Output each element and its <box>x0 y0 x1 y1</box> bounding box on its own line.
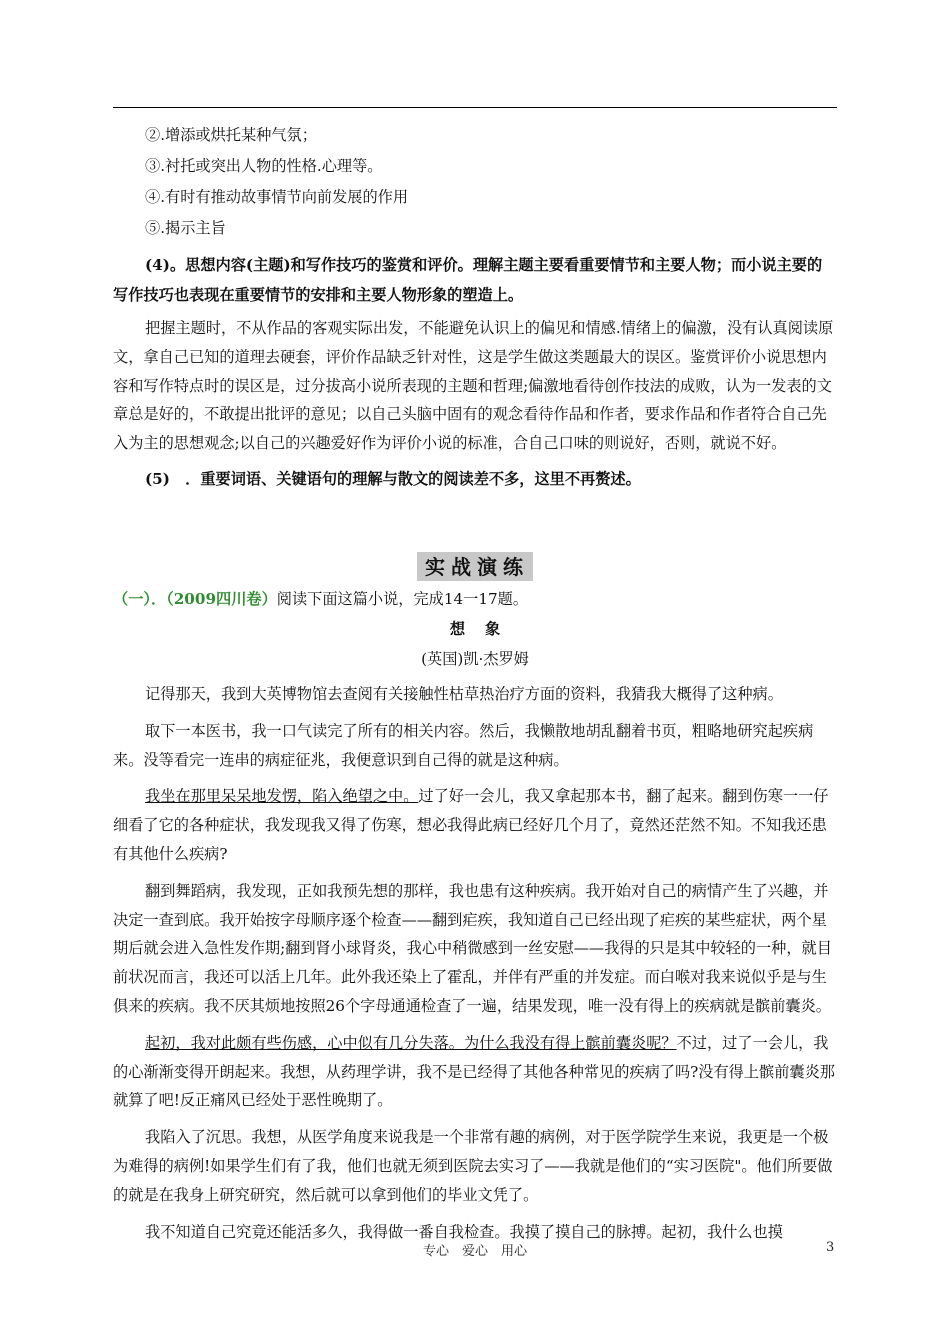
story-paragraph: 记得那天，我到大英博物馆去查阅有关接触性枯草热治疗方面的资料，我猜我大概得了这种病。 <box>145 684 783 703</box>
list-item: ②.增添或烘托某种气氛； <box>145 126 317 144</box>
story-author: (英国)凯·杰罗姆 <box>421 649 529 668</box>
underlined-sentence: 我坐在那里呆呆地发愣，陷入绝望之中。 <box>145 787 419 806</box>
list-item: ④.有时有推动故事情节向前发展的作用 <box>145 188 409 206</box>
point-5-heading: (5) ．重要词语、关键语句的理解与散文的阅读差不多，这里不再赘述。 <box>145 469 641 488</box>
list-item: ③.衬托或突出人物的性格.心理等。 <box>145 157 383 175</box>
exercise-source <box>113 584 837 614</box>
story-paragraph: 我陷入了沉思。我想，从医学角度来说我是一个非常有趣的病例，对于医学院学生来说，我更是一个极为难得的病例!如果学生们有了我，他们也就无须到医院去实习了——我就是他们的“实习医院"。他们所要做的就是在我身上研究研究，然后就可以拿到他们的毕业文凭了。 <box>113 1128 833 1204</box>
page-content <box>113 120 837 1246</box>
story-title: 想象 <box>449 619 521 638</box>
story-paragraph <box>113 782 837 868</box>
section-title: 实战演练 <box>417 552 533 581</box>
section-title-wrap <box>113 552 837 582</box>
story-paragraph: 取下一本医书，我一口气读完了所有的相关内容。然后，我懒散地胡乱翻着书页，粗略地研究起疾病来。没等看完一连串的病症征兆，我便意识到自己得的就是这种病。 <box>113 721 814 769</box>
exercise-source-text: 阅读下面这篇小说，完成14一17题。 <box>276 589 529 608</box>
point-4-paragraph: 把握主题时，不从作品的客观实际出发，不能避免认识上的偏见和情感.情绪上的偏激，没有认真阅读原文，拿自己已知的道理去硬套，评价作品缺乏针对性，这是学生做这类题最大的误区。鉴赏评价小说思想内容和写作特点时的误区是，过分拔高小说所表现的主题和哲理;偏激地看待创作技法的成败，认为一发表的文章总是好的，不敢提出批评的意见；以自己头脑中固有的观念看待作品和作者，要求作品和作者符合自己先入为主的思想观念;以自己的兴趣爱好作为评价小说的标准，合自己口味的则说好，否则，就说不好。 <box>113 319 834 453</box>
point-4-heading: (4)。思想内容(主题)和写作技巧的鉴赏和评价。理解主题主要看重要情节和主要人物；而小说主要的写作技巧也表现在重要情节的安排和主要人物形象的塑造上。 <box>113 256 823 304</box>
story-paragraph: 我不知道自己究竟还能活多久，我得做一番自我检查。我摸了摸自己的脉搏。起初，我什么也摸 <box>145 1222 783 1241</box>
page-number: 3 <box>826 1240 835 1255</box>
story-paragraph <box>113 1029 837 1115</box>
underlined-sentence: 起初，我对此颇有些伤感，心中似有几分失落。为什么我没有得上髌前囊炎呢？ <box>145 1033 677 1052</box>
paragraph-text: 过了好一会儿，我又拿起那本书，翻了起来。翻到伤寒一一仔细看了它的各种症状，我发现我又得了伤寒，想必我得此病已经好几个月了，竟然还茫然不知。不知我还患有其他什么疾病? <box>113 787 829 863</box>
paragraph-text: 不过，过了一会儿，我的心渐渐变得开朗起来。我想，从药理学讲，我不是已经得了其他各种常见的疾病了吗?没有得上髌前囊炎那就算了吧!反正痛风已经处于恶性晚期了。 <box>113 1033 835 1110</box>
story-paragraph: 翻到舞蹈病，我发现，正如我预先想的那样，我也患有这种疾病。我开始对自己的病情产生了兴趣，并决定一查到底。我开始按字母顺序逐个检查——翻到疟疾，我知道自己已经出现了疟疾的某些症状，两个星期后就会进入急性发作期;翻到肾小球肾炎，我心中稍微感到一丝安慰——我得的只是其中较轻的一种，就目前状况而言，我还可以活上几年。此外我还染上了霍乱，并伴有严重的并发症。而白喉对我来说似乎是与生俱来的疾病。我不厌其烦地按照26个字母通通检查了一遍，结果发现，唯一没有得上的疾病就是髌前囊炎。 <box>113 881 832 1015</box>
list-item: ⑤.揭示主旨 <box>145 219 226 237</box>
header-rule <box>113 107 837 108</box>
footer-slogan: 专心 爱心 用心 <box>422 1244 527 1259</box>
exercise-source-label: （一）．（2009四川卷） <box>113 589 277 608</box>
